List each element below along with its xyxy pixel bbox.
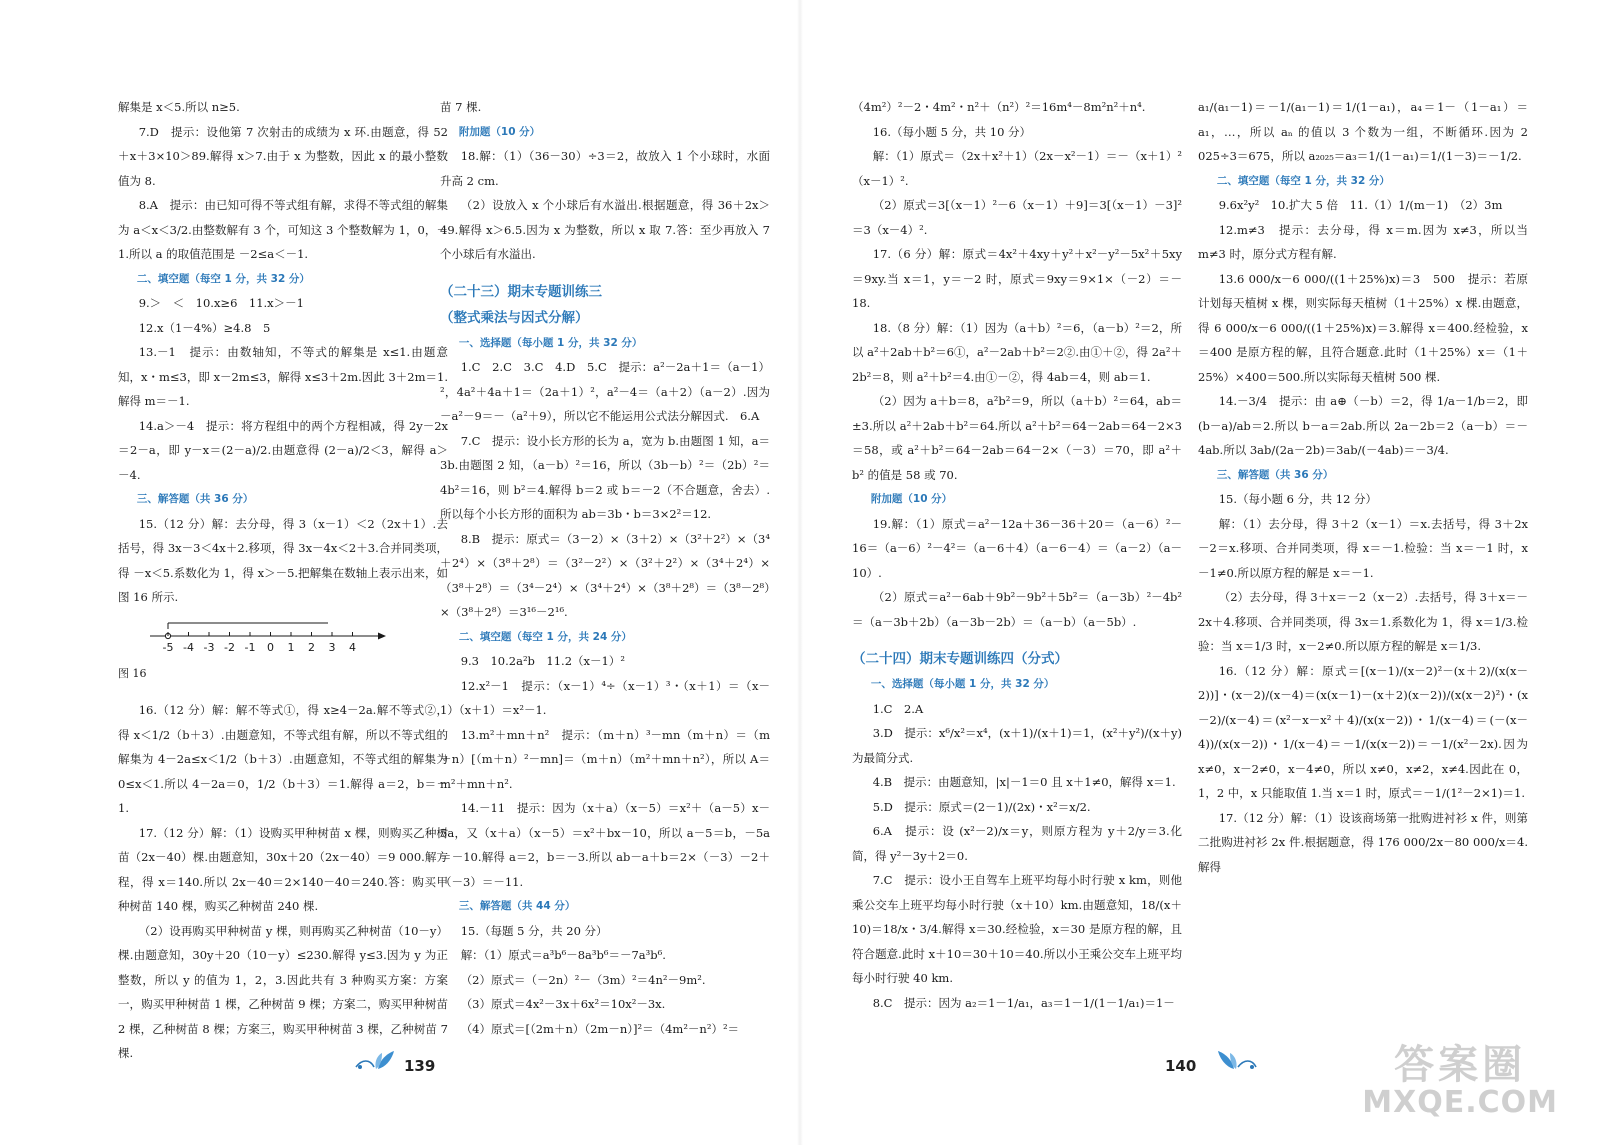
answer-paragraph: 7.D 提示：设他第 7 次射击的成绩为 x 环.由题意，得 52＋x＋3×10＞89.解得 x＞7.由于 x 为整数，因此 x 的最小整数值为 8.	[118, 124, 448, 188]
number-line-svg	[148, 614, 388, 662]
answer-paragraph: 1.C 2.A	[872, 701, 924, 716]
answer-paragraph: 13.－1 提示：由数轴知，不等式的解集是 x≤1.由题意知，x・m≤3，即 x－2m≤3，解得 x≤3＋2m.因此 3＋2m＝1.解得 m＝－1.	[118, 345, 448, 408]
number-line-tick-label: 3	[328, 640, 336, 654]
answer-paragraph: （2）设再购买甲种树苗 y 棵，则再购买乙种树苗（10－y）棵.由题意知，30y＋20（10－y）≤230.解得 y≤3.因为 y 为正整数，所以 y 的值为 1，2，3.因此共有 3 种购买方案：方案一，购买甲种树苗 1 棵，乙种树苗 9 棵；方案二，购买甲种树苗 2 棵，乙种树苗 8 棵；方案三，购买甲种树苗 3 棵，乙种树苗 7 棵.	[118, 923, 448, 1060]
right-page-column-2	[1198, 95, 1528, 1035]
section-heading-extra: 附加题（10 分）	[458, 125, 541, 138]
number-line-tick-label: 2	[308, 640, 315, 654]
answer-paragraph: 1.C 2.C 3.C 4.D 5.C 提示：a²－2a＋1＝（a－1）²，4a²＋4a＋1＝（2a＋1）²，a²－4＝（a＋2）（a－2）.因为－a²－9＝－（a²＋9），所以它不能运用公式法分解因式. 6.A	[440, 360, 770, 423]
answer-paragraph: 13.m²＋mn＋n² 提示：（m＋n）³－mn（m＋n）＝（m＋n）[（m＋n）²－mn]＝（m＋n）（m²＋mn＋n²），所以 A＝m²＋mn＋n².	[440, 727, 770, 791]
answer-paragraph: 8.A 提示：由已知可得不等式组有解，求得不等式组的解集为 a＜x＜3/2.由整数解有 3 个，可知这 3 个整数解为 1，0，－1.所以 a 的取值范围是 －2≤a＜－1.	[118, 198, 448, 261]
section-heading-choice: 一、选择题（每小题 1 分，共 32 分）	[870, 678, 1055, 690]
answer-paragraph: 18.解：（1）（36－30）÷3＝2，故放入 1 个小球时，水面升高 2 cm.	[440, 149, 770, 188]
answer-paragraph: 13.6 000/x－6 000/((1＋25%)x)＝3 500 提示：若原计划每天植树 x 棵，则实际每天植树（1＋25%）x 棵.由题意，得 6 000/x－6 000/((1＋25%)x)＝3.解得 x＝400.经检验，x＝400 是原方程的解，且符合题意.此时（1＋25%）x＝（1＋25%）×400＝500.所以实际每天植树 500 棵.	[1198, 271, 1528, 384]
page-number-right: 140	[1165, 1057, 1197, 1075]
watermark-logo-text: 答案圈	[1394, 1042, 1527, 1088]
answer-paragraph: 16.（12 分）解：解不等式①，得 x≥4－2a.解不等式②，得 x＜1/2（b＋3）.由题意知，不等式组有解，所以不等式组的解集为 4－2a≤x＜1/2（b＋3）.由题意知，不等式组的解集为 0≤x＜1.所以 4－2a＝0，1/2（b＋3）＝1.解得 a＝2，b＝－1.	[118, 703, 448, 815]
section-heading-choice: 一、选择题（每小题 1 分，共 32 分）	[458, 336, 643, 349]
section-heading-fill: 二、填空题（每空 1 分，共 32 分）	[136, 272, 310, 285]
answer-paragraph: （3）原式＝4x²－3x＋6x²＝10x²－3x.	[460, 997, 666, 1011]
answer-paragraph: 7.C 提示：设小王自驾车上班平均每小时行驶 x km，则他乘公交车上班平均每小时行驶（x＋10）km.由题意知，18/(x＋10)＝18/x・3/4.解得 x＝30.经检验，x＝30 是原方程的解，且符合题意.此时 x＋10＝30＋10＝40.所以小王乘公交车上班平均每小时行驶 40 km.	[852, 873, 1182, 985]
answer-paragraph: 解：（1）原式＝（2x＋x²＋1）（2x－x²－1）＝－（x＋1）²（x－1）².	[852, 149, 1182, 188]
page-number-left: 139	[404, 1057, 436, 1075]
watermark-url: MXQE.COM	[1362, 1085, 1558, 1120]
answer-paragraph: 14.a＞－4 提示：将方程组中的两个方程相减，得 2y－2x＝2－a，即 y－x＝(2－a)/2.由题意得 (2－a)/2＜3，解得 a＞－4.	[118, 418, 448, 482]
chapter-title: （二十三）期末专题训练三	[440, 283, 602, 300]
answer-paragraph: 解：（1）原式＝a³b⁶－8a³b⁶＝－7a³b⁶.	[460, 948, 666, 962]
answer-paragraph: 16.（12 分）解：原式＝[(x－1)/(x－2)²－(x＋2)/(x(x－2))]・(x－2)/(x－4)＝(x(x－1)－(x＋2)(x－2))/(x(x－2)²)・(x－2)/(x－4)＝(x²－x－x²＋4)/(x(x－2))・1/(x－4)＝(－(x－4))/(x(x－2))・1/(x－4)＝－1/(x(x－2))＝－1/(x²－2x).因为 x≠0，x－2≠0，x－4≠0，所以 x≠0，x≠2，x≠4.因此在 0，1，2 中，x 只能取值 1.当 x＝1 时，原式＝－1/(1²－2×1)＝1.	[1198, 663, 1528, 800]
answer-paragraph: 6.A 提示：设 (x²－2)/x＝y，则原方程为 y＋2/y＝3.化简，得 y²－3y＋2＝0.	[852, 824, 1182, 863]
answer-paragraph: 15.（每题 5 分，共 20 分）	[460, 923, 608, 938]
answer-paragraph: 12.x²－1 提示：（x－1）⁴÷（x－1）³・（x＋1）＝（x－1）（x＋1）＝x²－1.	[440, 678, 770, 717]
answer-paragraph: （2）设放入 x 个小球后有水溢出.根据题意，得 36＋2x＞49.解得 x＞6.5.因为 x 为整数，所以 x 取 7.答：至少再放入 7 个小球后有水溢出.	[440, 198, 770, 261]
number-line-tick-label: -2	[224, 640, 235, 654]
answer-paragraph: 12.m≠3 提示：去分母，得 x＝m.因为 x≠3，所以当 m≠3 时，原分式方程有解.	[1198, 222, 1528, 261]
answer-paragraph: 14.－3/4 提示：由 a⊕（－b）＝2，得 1/a－1/b＝2，即 (b－a)/ab＝2.所以 b－a＝2ab.所以 2a－2b＝2（a－b）＝－4ab.所以 3ab/(2a－2b)＝3ab/(－4ab)＝－3/4.	[1198, 394, 1528, 457]
leaf-ornament-icon	[1214, 1049, 1260, 1075]
answer-paragraph: 19.解：（1）原式＝a²－12a＋36－36＋20＝（a－6）²－16＝（a－6）²－4²＝（a－6＋4）（a－6－4）＝（a－2）（a－10）.	[852, 516, 1182, 580]
answer-paragraph: 17.（12 分）解：（1）设该商场第一批购进衬衫 x 件，则第二批购进衬衫 2x 件.根据题意，得 176 000/2x－80 000/x＝4.解得	[1198, 810, 1528, 874]
answer-paragraph: 3.D 提示：x⁶/x²＝x⁴，(x＋1)/(x＋1)＝1，(x²＋y²)/(x＋y) 为最简分式.	[852, 726, 1182, 765]
answer-paragraph: 17.（12 分）解：（1）设购买甲种树苗 x 棵，则购买乙种树苗（2x－40）棵.由题意知，30x＋20（2x－40）＝9 000.解方程，得 x＝140.所以 2x－40＝2×140－40＝240.答：购买甲种树苗 140 棵，购买乙种树苗 240 棵.	[118, 825, 448, 913]
answer-paragraph: 17.（6 分）解：原式＝4x²＋4xy＋y²＋x²－y²－5x²＋5xy＝9xy.当 x＝1，y＝－2 时，原式＝9xy＝9×1×（－2）＝－18.	[852, 247, 1182, 310]
answer-paragraph: 8.C 提示：因为 a₂＝1－1/a₁，a₃＝1－1/(1－1/a₁)＝1－	[872, 995, 1175, 1010]
section-heading-extra: 附加题（10 分）	[870, 493, 953, 505]
answer-paragraph: 解：（1）去分母，得 3＋2（x－1）＝x.去括号，得 3＋2x－2＝x.移项、合并同类项，得 x＝－1.检验：当 x＝－1 时，x－1≠0.所以原方程的解是 x＝－1.	[1198, 516, 1528, 580]
number-line-tick-label: -3	[203, 640, 215, 654]
chapter-title: （二十四）期末专题训练四（分式）	[852, 651, 1068, 667]
right-page-column-1	[852, 95, 1182, 1035]
figure-caption: 图 16	[118, 666, 147, 680]
answer-paragraph: （2）因为 a＋b＝8，a²b²＝9，所以（a＋b）²＝64，ab＝±3.所以 a²＋2ab＋b²＝64.所以 a²＋b²＝64－2ab＝64－2×3＝58，或 a²＋b²＝64－2ab＝64－2×（－3）＝70，即 a²＋b² 的值是 58 或 70.	[852, 394, 1182, 482]
answer-paragraph: 12.x（1－4%）≥4.8 5	[138, 320, 271, 335]
number-line-tick-label: 4	[349, 640, 356, 654]
answer-paragraph: 8.B 提示：原式＝（3－2）×（3＋2）×（3²＋2²）×（3⁴＋2⁴）×（3⁸＋2⁸）＝（3²－2²）×（3²＋2²）×（3⁴＋2⁴）×（3⁸＋2⁸）＝（3⁴－2⁴）×（3⁴＋2⁴）×（3⁸＋2⁸）＝（3⁸－2⁸）×（3⁸＋2⁸）＝3¹⁶－2¹⁶.	[440, 531, 770, 619]
answer-paragraph: 5.D 提示：原式＝(2－1)/(2x)・x²＝x/2.	[872, 799, 1091, 814]
chapter-subtitle: （整式乘法与因式分解）	[440, 309, 589, 326]
section-heading-solve: 三、解答题（共 36 分）	[1216, 468, 1334, 481]
answer-paragraph: 7.C 提示：设小长方形的长为 a，宽为 b.由题图 1 知，a＝3b.由题图 2 知，（a－b）²＝16，所以（3b－b）²＝（2b）²＝4b²＝16，则 b²＝4.解得 b＝2 或 b＝－2（不合题意，舍去）.所以每个小长方形的面积为 ab＝3b・b＝3×2²＝12.	[440, 433, 770, 521]
answer-paragraph: 14.－11 提示：因为（x＋a）（x－5）＝x²＋（a－5）x－5a，又（x＋a）（x－5）＝x²＋bx－10，所以 a－5＝b，－5a＝－10.解得 a＝2，b＝－3.所以 ab－a＋b＝2×（－3）－2＋（－3）＝－11.	[440, 801, 770, 889]
number-line-tick-label: 0	[267, 640, 274, 654]
number-line-tick-label: -5	[162, 640, 174, 654]
answer-paragraph: （4）原式＝[（2m＋n）（2m－n）]²＝（4m²－n²）²＝	[460, 1021, 740, 1036]
answer-paragraph: （2）原式＝a²－6ab＋9b²－9b²＋5b²＝（a－3b）²－4b²＝（a－3b＋2b）（a－3b－2b）＝（a－b）（a－5b）.	[852, 590, 1182, 629]
answer-paragraph: 15.（每小题 6 分，共 12 分）	[1218, 492, 1378, 506]
section-heading-fill: 二、填空题（每空 1 分，共 24 分）	[458, 630, 632, 643]
answer-paragraph: 9.3 10.2a²b 11.2（x－1）²	[460, 654, 625, 668]
answer-paragraph: （2）原式＝3[（x－1）²－6（x－1）＋9]＝3[（x－1）－3]²＝3（x－4）².	[852, 198, 1182, 237]
answer-paragraph: 苗 7 棵.	[440, 100, 482, 114]
answer-paragraph: （2）原式＝（－2n）²－（3m）²＝4n²－9m².	[460, 972, 706, 987]
section-heading-solve: 三、解答题（共 44 分）	[458, 900, 576, 912]
number-line-tick-label: 1	[287, 640, 295, 654]
number-line-tick-label: -1	[244, 640, 256, 654]
left-page-column-2	[440, 95, 770, 1035]
answer-paragraph: 16.（每小题 5 分，共 10 分）	[872, 124, 1032, 139]
number-line-ticks	[163, 632, 356, 654]
answer-paragraph: 9.6x²y² 10.扩大 5 倍 11.（1）1/(m－1) （2）3m	[1218, 198, 1503, 212]
answer-paragraph: 解集是 x＜5.所以 n≥5.	[118, 100, 240, 114]
section-heading-fill: 二、填空题（每空 1 分，共 32 分）	[1216, 174, 1390, 187]
answer-paragraph: （4m²）²－2・4m²・n²＋（n²）²＝16m⁴－8m²n²＋n⁴.	[852, 100, 1146, 114]
answer-paragraph: 15.（12 分）解：去分母，得 3（x－1）＜2（2x＋1）.去括号，得 3x－3＜4x＋2.移项，得 3x－4x＜2＋3.合并同类项，得 －x＜5.系数化为 1，得 x＞－5.把解集在数轴上表示出来，如图 16 所示.	[118, 516, 448, 604]
watermark	[1362, 1043, 1558, 1119]
section-heading-solve: 三、解答题（共 36 分）	[136, 493, 254, 505]
number-line-figure	[148, 614, 388, 662]
number-line-tick-label: -4	[183, 640, 194, 654]
left-page-column-1	[118, 95, 448, 1060]
page-gutter	[797, 0, 803, 1145]
leaf-ornament-icon	[352, 1049, 398, 1075]
answer-paragraph: 4.B 提示：由题意知，|x|－1＝0 且 x＋1≠0，解得 x＝1.	[872, 775, 1176, 789]
answer-paragraph: a₁/(a₁－1)＝－1/(a₁－1)＝1/(1－a₁)，a₄＝1－（1－a₁）＝a₁，…，所以 aₙ 的值以 3 个数为一组，不断循环.因为 2 025÷3＝675，所以 a₂₀₂₅＝a₃＝1/(1－a₁)＝1/(1－3)＝－1/2.	[1198, 100, 1528, 163]
answer-paragraph: 9.＞ ＜ 10.x≥6 11.x＞－1	[138, 296, 304, 310]
answer-paragraph: 18.（8 分）解：（1）因为（a＋b）²＝6，（a－b）²＝2，所以 a²＋2ab＋b²＝6①，a²－2ab＋b²＝2②.由①＋②，得 2a²＋2b²＝8，则 a²＋b²＝4.由①－②，得 4ab＝4，则 ab＝1.	[852, 320, 1182, 384]
answer-paragraph: （2）去分母，得 3＋x＝－2（x－2）.去括号，得 3＋x＝－2x＋4.移项、合并同类项，得 3x＝1.系数化为 1，得 x＝1/3.检验：当 x＝1/3 时，x－2≠0.所以原方程的解是 x＝1/3.	[1198, 590, 1528, 653]
number-line-arrow	[378, 632, 386, 639]
